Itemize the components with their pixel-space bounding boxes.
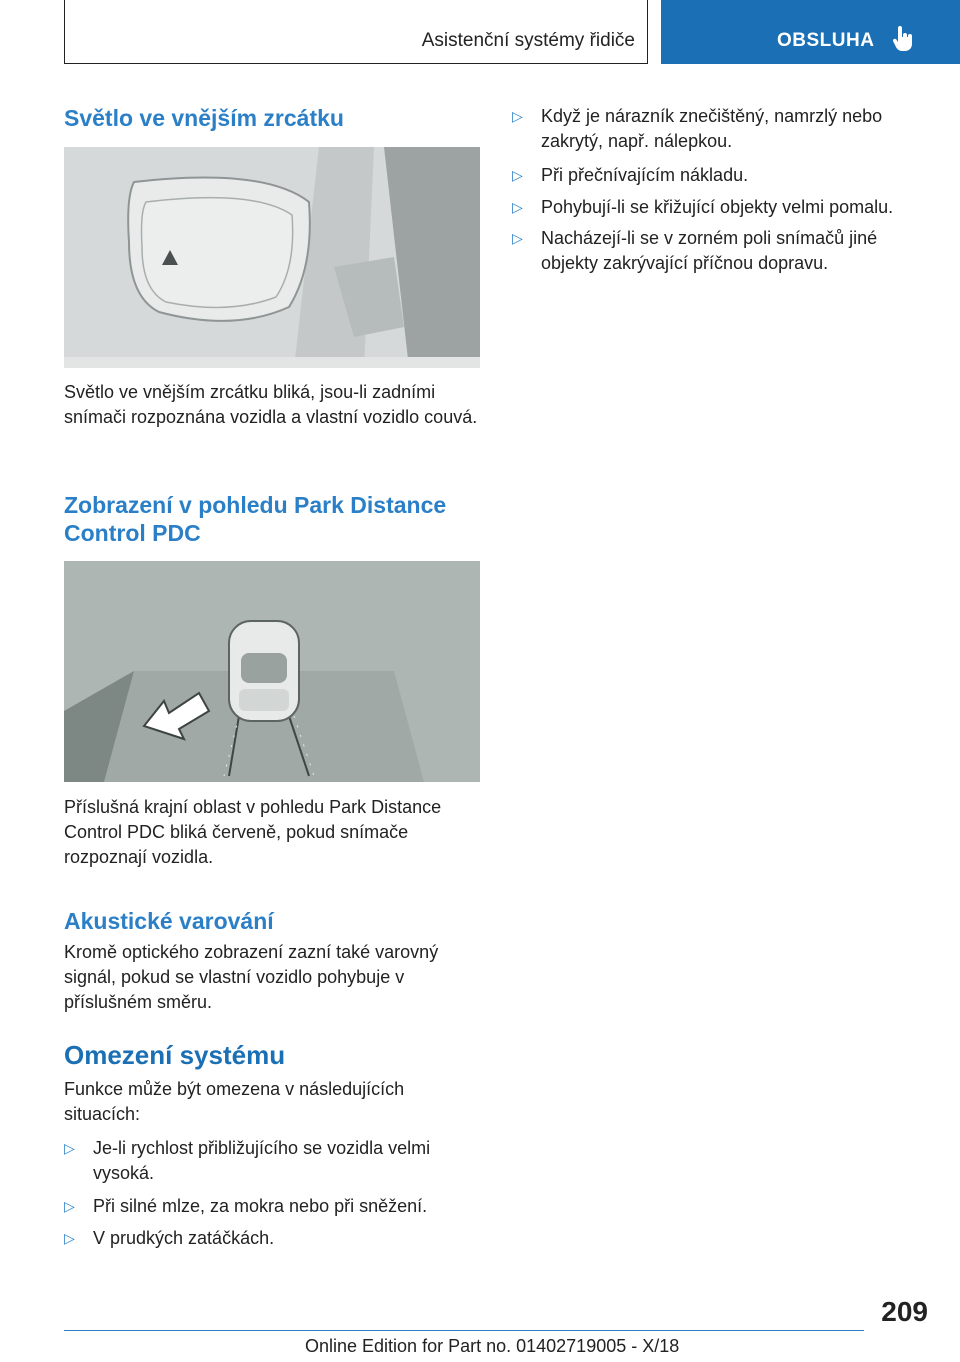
bullet-triangle-icon: ▷ [64, 1140, 75, 1156]
heading-pdc-line1: Zobrazení v pohledu Park Distance [64, 492, 447, 518]
mirror-light-text: Světlo ve vnějším zrcátku bliká, jsou-li zadními snímači rozpoznána vozidla a vlastní vozidlo couvá. [64, 382, 478, 427]
bullet-triangle-icon: ▷ [64, 1230, 75, 1246]
page-number: 209 [881, 1296, 928, 1327]
pdc-text: Příslušná krajní oblast v pohledu Park Distance Control PDC bliká červeně, pokud snímače rozpoznají vozidla. [64, 797, 442, 867]
list-item: ▷ Nacházejí-li se v zorném poli snímačů jiné objekty zakrývající příčnou dopravu. [512, 228, 878, 273]
heading-acoustic: Akustické varování [64, 908, 274, 934]
list-item: ▷ Při silné mlze, za mokra nebo při sněžení. [64, 1194, 480, 1219]
bullet-triangle-icon: ▷ [512, 108, 523, 124]
list-item: ▷ Když je nárazník znečištěný, namrzlý nebo zakrytý, např. nálepkou. [512, 106, 883, 151]
bullet-triangle-icon: ▷ [64, 1198, 75, 1214]
side-mirror-figure [64, 147, 480, 368]
bullet-triangle-icon: ▷ [512, 199, 523, 215]
footer-divider [64, 1330, 864, 1331]
heading-mirror-light: Světlo ve vnějším zrcátku [64, 105, 344, 131]
footer-edition: Online Edition for Part no. 01402719005 - X/18 [305, 1336, 680, 1356]
list-item: ▷ Při přečnívajícím nákladu. [512, 163, 928, 188]
limits-intro: Funkce může být omezena v následujících situacích: [64, 1079, 405, 1124]
list-item: ▷ V prudkých zatáčkách. [64, 1226, 480, 1251]
header-section-title: Asistenční systémy řidiče [421, 30, 635, 51]
header-chapter-label: OBSLUHA [777, 30, 875, 51]
heading-limits: Omezení systému [64, 1040, 286, 1070]
heading-pdc-line2: Control PDC [64, 520, 201, 546]
pointing-hand-icon [893, 26, 915, 52]
acoustic-text: Kromě optického zobrazení zazní také varovný signál, pokud se vlastní vozidlo pohybuje v příslušném směru. [64, 942, 439, 1012]
list-item: ▷ Pohybují-li se křižující objekty velmi pomalu. [512, 195, 928, 220]
header-chapter-tab[interactable] [661, 0, 960, 64]
bullet-triangle-icon: ▷ [512, 230, 523, 246]
header-section-box [64, 0, 648, 64]
bullet-triangle-icon: ▷ [512, 167, 523, 183]
pdc-view-figure [64, 561, 480, 782]
list-item: ▷ Je-li rychlost přibližujícího se vozidla velmi vysoká. [64, 1138, 431, 1183]
